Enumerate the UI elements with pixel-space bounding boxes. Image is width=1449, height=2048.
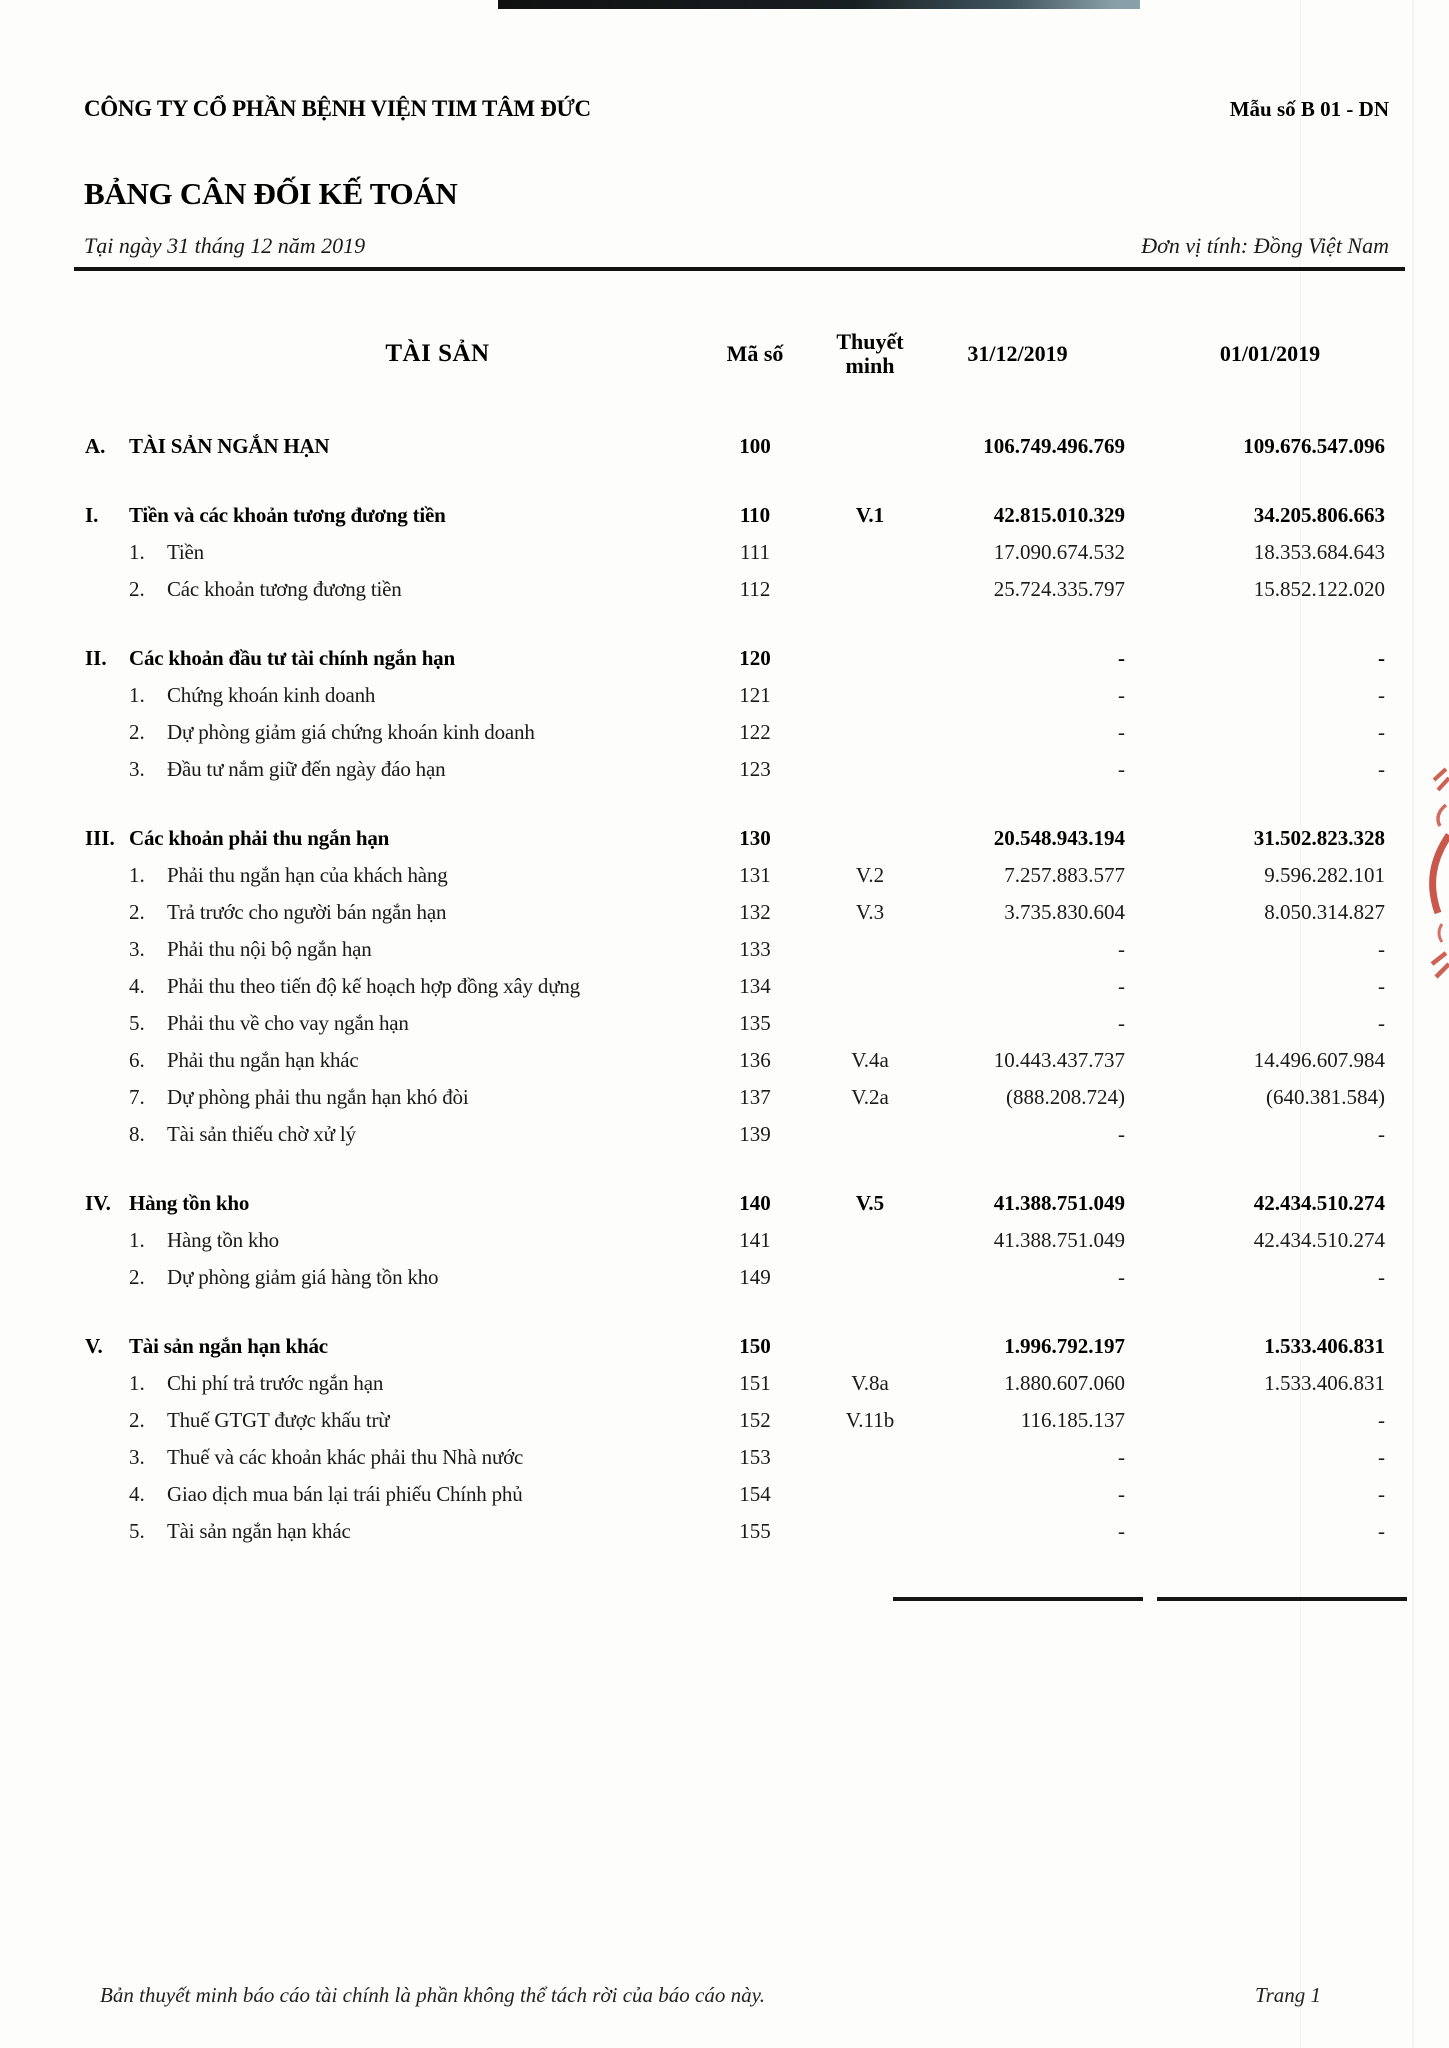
row-value-prior: 18.353.684.643 (1253, 540, 1385, 564)
row-value-current: 42.815.010.329 (993, 503, 1125, 527)
row-code: 132 (739, 900, 771, 924)
row-code: 150 (739, 1334, 771, 1358)
row-prefix: V. (85, 1334, 103, 1358)
row-label: Phải thu nội bộ ngắn hạn (167, 937, 372, 961)
row-prefix: 5. (129, 1519, 145, 1543)
row-value-prior: 109.676.547.096 (1243, 434, 1385, 458)
row-label: Thuế và các khoản khác phải thu Nhà nước (167, 1445, 524, 1469)
row-code: 133 (739, 937, 771, 961)
row-value-prior: - (1378, 1011, 1385, 1035)
row-value-current: - (1118, 646, 1125, 670)
row-item (85, 1005, 680, 1042)
row-label: Tiền và các khoản tương đương tiền (129, 503, 446, 527)
row-value-current: - (1118, 1482, 1125, 1506)
row-prefix: IV. (85, 1191, 111, 1215)
row-value-current: 7.257.883.577 (1004, 863, 1125, 887)
row-code: 122 (739, 720, 771, 744)
column-header-note: Thuyết minh (836, 328, 904, 378)
row-value-current: 41.388.751.049 (993, 1191, 1125, 1215)
row-value-current: 41.388.751.049 (993, 1228, 1125, 1252)
currency-unit: Đơn vị tính: Đồng Việt Nam (1141, 233, 1389, 258)
row-item (85, 640, 680, 677)
column-header-assets: TÀI SẢN (385, 340, 490, 367)
row-code: 110 (739, 503, 771, 527)
row-item (85, 1402, 680, 1439)
row-value-current: 25.724.335.797 (993, 577, 1125, 601)
row-code: 141 (739, 1228, 771, 1252)
row-value-current: - (1118, 757, 1125, 781)
row-label: Các khoản phải thu ngắn hạn (129, 826, 390, 850)
row-value-prior: - (1378, 720, 1385, 744)
row-prefix: II. (85, 646, 107, 670)
row-prefix: 5. (129, 1011, 145, 1035)
row-value-current: 1.996.792.197 (1004, 1334, 1125, 1358)
table-row (85, 1079, 1385, 1116)
row-code: 151 (739, 1371, 771, 1395)
row-code: 155 (739, 1519, 771, 1543)
row-item (85, 820, 680, 857)
row-code: 139 (739, 1122, 771, 1146)
table-row (85, 931, 1385, 968)
row-value-current: 10.443.437.737 (993, 1048, 1125, 1072)
row-value-prior: 15.852.122.020 (1253, 577, 1385, 601)
row-item (85, 751, 680, 788)
row-value-current: 20.548.943.194 (993, 826, 1125, 850)
total-underline-col1 (893, 1597, 1143, 1601)
row-code: 131 (739, 863, 771, 887)
row-prefix: 1. (129, 683, 145, 707)
row-code: 137 (739, 1085, 771, 1109)
column-header-code: Mã số (726, 341, 784, 366)
table-row (85, 1513, 1385, 1550)
table-row (85, 1402, 1385, 1439)
row-prefix: 1. (129, 863, 145, 887)
row-item (85, 428, 680, 465)
row-note: V.2 (855, 863, 885, 887)
row-value-current: 1.880.607.060 (1004, 1371, 1125, 1395)
page-number: Trang 1 (1255, 1983, 1321, 2007)
row-value-prior: 1.533.406.831 (1264, 1334, 1385, 1358)
row-item (85, 968, 680, 1005)
row-prefix: 3. (129, 1445, 145, 1469)
row-code: 135 (739, 1011, 771, 1035)
form-number: Mẫu số B 01 - DN (1229, 97, 1389, 121)
row-item (85, 894, 680, 931)
row-item (85, 1042, 680, 1079)
row-code: 100 (739, 434, 771, 458)
row-code: 112 (739, 577, 771, 601)
row-note: V.2a (851, 1085, 889, 1109)
row-value-current: - (1118, 1011, 1125, 1035)
column-header-date2: 01/01/2019 (1219, 341, 1321, 366)
row-value-prior: 34.205.806.663 (1253, 503, 1385, 527)
row-code: 140 (739, 1191, 771, 1215)
row-code: 149 (739, 1265, 771, 1289)
row-prefix: I. (85, 503, 99, 527)
table-header (85, 325, 1385, 383)
row-prefix: 7. (129, 1085, 145, 1109)
row-value-prior: - (1378, 1445, 1385, 1469)
balance-table-body (85, 428, 1385, 1550)
row-label: Phải thu ngắn hạn khác (167, 1048, 359, 1072)
row-label: Phải thu ngắn hạn của khách hàng (167, 863, 448, 887)
table-row (85, 1476, 1385, 1513)
table-row (85, 751, 1385, 788)
row-prefix: 2. (129, 1408, 145, 1432)
row-label: Tiền (167, 540, 204, 564)
row-prefix: 1. (129, 540, 145, 564)
row-item (85, 1079, 680, 1116)
page-footer (100, 1983, 1321, 2008)
table-row (85, 534, 1385, 571)
row-value-current: - (1118, 974, 1125, 998)
column-header-date1: 31/12/2019 (967, 341, 1068, 366)
row-code: 153 (739, 1445, 771, 1469)
table-row (85, 1365, 1385, 1402)
row-code: 120 (739, 646, 771, 670)
row-item (85, 1259, 680, 1296)
row-prefix: 3. (129, 757, 145, 781)
total-underline-col2 (1157, 1597, 1407, 1601)
row-item (85, 857, 680, 894)
row-prefix: 2. (129, 900, 145, 924)
row-value-prior: - (1378, 683, 1385, 707)
row-value-current: 3.735.830.604 (1004, 900, 1125, 924)
table-row (85, 857, 1385, 894)
row-prefix: 3. (129, 937, 145, 961)
row-item (85, 1439, 680, 1476)
row-value-prior: - (1378, 974, 1385, 998)
row-item (85, 571, 680, 608)
row-prefix: 2. (129, 577, 145, 601)
table-row (85, 497, 1385, 534)
row-value-prior: - (1378, 1122, 1385, 1146)
table-row (85, 1185, 1385, 1222)
row-label: Chứng khoán kinh doanh (167, 683, 376, 707)
row-prefix: 2. (129, 1265, 145, 1289)
row-code: 130 (739, 826, 771, 850)
row-label: Trả trước cho người bán ngắn hạn (167, 900, 447, 924)
row-code: 152 (739, 1408, 771, 1432)
table-row (85, 968, 1385, 1005)
row-item (85, 1328, 680, 1365)
row-value-current: - (1118, 1265, 1125, 1289)
table-row (85, 640, 1385, 677)
table-row (85, 1005, 1385, 1042)
company-name: CÔNG TY CỔ PHẦN BỆNH VIỆN TIM TÂM ĐỨC (84, 96, 591, 121)
row-label: Phải thu về cho vay ngắn hạn (167, 1011, 409, 1035)
row-value-current: (888.208.724) (1006, 1085, 1125, 1109)
row-value-prior: - (1378, 1519, 1385, 1543)
row-item (85, 1476, 680, 1513)
row-value-prior: 42.434.510.274 (1253, 1228, 1385, 1252)
row-code: 111 (740, 540, 770, 564)
row-prefix: 1. (129, 1228, 145, 1252)
row-prefix: 6. (129, 1048, 145, 1072)
row-label: Dự phòng giảm giá chứng khoán kinh doanh (167, 720, 535, 744)
row-prefix: A. (85, 434, 106, 458)
row-value-current: - (1118, 720, 1125, 744)
row-label: Dự phòng phải thu ngắn hạn khó đòi (167, 1085, 469, 1109)
row-value-prior: - (1378, 1265, 1385, 1289)
row-label: Tài sản ngắn hạn khác (129, 1334, 328, 1358)
row-item (85, 1116, 680, 1153)
row-label: Chi phí trả trước ngắn hạn (167, 1371, 384, 1395)
row-note: V.4a (851, 1048, 889, 1072)
row-value-prior: 42.434.510.274 (1253, 1191, 1385, 1215)
row-prefix: 8. (129, 1122, 145, 1146)
row-value-prior: - (1378, 937, 1385, 961)
scan-artifact-line (1412, 0, 1414, 2048)
page-title: BẢNG CÂN ĐỐI KẾ TOÁN (84, 176, 458, 211)
row-value-prior: 31.502.823.328 (1253, 826, 1385, 850)
row-value-prior: - (1378, 757, 1385, 781)
row-value-current: 116.185.137 (1020, 1408, 1125, 1432)
row-label: Phải thu theo tiến độ kế hoạch hợp đồng xây dựng (167, 974, 580, 998)
row-value-current: 17.090.674.532 (993, 540, 1125, 564)
row-label: Hàng tồn kho (167, 1228, 279, 1252)
row-value-prior: - (1378, 1482, 1385, 1506)
row-item (85, 497, 680, 534)
row-code: 154 (739, 1482, 771, 1506)
row-label: TÀI SẢN NGẮN HẠN (129, 434, 330, 458)
row-prefix: 4. (129, 974, 145, 998)
row-prefix: 1. (129, 1371, 145, 1395)
row-value-current: - (1118, 1122, 1125, 1146)
row-value-prior: - (1378, 646, 1385, 670)
row-prefix: 4. (129, 1482, 145, 1506)
row-value-current: - (1118, 1519, 1125, 1543)
total-underlines (0, 1597, 1449, 1601)
row-note: V.11b (845, 1408, 895, 1432)
row-prefix: III. (85, 826, 115, 850)
row-value-prior: (640.381.584) (1266, 1085, 1385, 1109)
row-prefix: 2. (129, 720, 145, 744)
table-row (85, 1259, 1385, 1296)
row-code: 136 (739, 1048, 771, 1072)
row-label: Đầu tư nắm giữ đến ngày đáo hạn (167, 757, 446, 781)
row-item (85, 931, 680, 968)
row-item (85, 677, 680, 714)
row-value-current: - (1118, 937, 1125, 961)
table-row (85, 677, 1385, 714)
row-item (85, 534, 680, 571)
row-code: 134 (739, 974, 771, 998)
row-value-prior: 1.533.406.831 (1264, 1371, 1385, 1395)
table-row (85, 428, 1385, 465)
table-row (85, 1439, 1385, 1476)
subtitle-row (84, 233, 1389, 259)
table-row (85, 1042, 1385, 1079)
row-value-prior: 8.050.314.827 (1264, 900, 1385, 924)
row-label: Các khoản tương đương tiền (167, 577, 402, 601)
row-value-current: - (1118, 1445, 1125, 1469)
row-item (85, 1513, 680, 1550)
header-rule (74, 267, 1405, 271)
row-value-prior: 14.496.607.984 (1253, 1048, 1385, 1072)
table-row (85, 894, 1385, 931)
row-label: Tài sản thiếu chờ xử lý (167, 1122, 356, 1146)
table-row (85, 571, 1385, 608)
table-row (85, 1116, 1385, 1153)
row-code: 123 (739, 757, 771, 781)
row-label: Các khoản đầu tư tài chính ngắn hạn (129, 646, 455, 670)
footer-note: Bản thuyết minh báo cáo tài chính là phần không thể tách rời của báo cáo này. (100, 1983, 766, 2007)
row-value-prior: 9.596.282.101 (1264, 863, 1385, 887)
row-item (85, 1222, 680, 1259)
row-code: 121 (739, 683, 771, 707)
row-label: Tài sản ngắn hạn khác (167, 1519, 351, 1543)
red-stamp-fragment (1425, 763, 1449, 995)
document-header (84, 96, 1389, 122)
row-item (85, 714, 680, 751)
table-row (85, 820, 1385, 857)
row-item (85, 1365, 680, 1402)
row-value-current: 106.749.496.769 (983, 434, 1125, 458)
row-note: V.8a (851, 1371, 889, 1395)
report-date: Tại ngày 31 tháng 12 năm 2019 (84, 233, 366, 258)
row-value-prior: - (1378, 1408, 1385, 1432)
row-label: Giao dịch mua bán lại trái phiếu Chính phủ (167, 1482, 523, 1506)
row-note: V.3 (855, 900, 885, 924)
row-note: V.5 (855, 1191, 885, 1215)
row-value-current: - (1118, 683, 1125, 707)
row-label: Thuế GTGT được khấu trừ (167, 1408, 390, 1432)
table-row (85, 714, 1385, 751)
row-label: Hàng tồn kho (129, 1191, 250, 1215)
table-row (85, 1328, 1385, 1365)
row-item (85, 1185, 680, 1222)
row-note: V.1 (855, 503, 885, 527)
scan-artifact-topbar (498, 0, 1140, 9)
table-row (85, 1222, 1385, 1259)
row-label: Dự phòng giảm giá hàng tồn kho (167, 1265, 439, 1289)
